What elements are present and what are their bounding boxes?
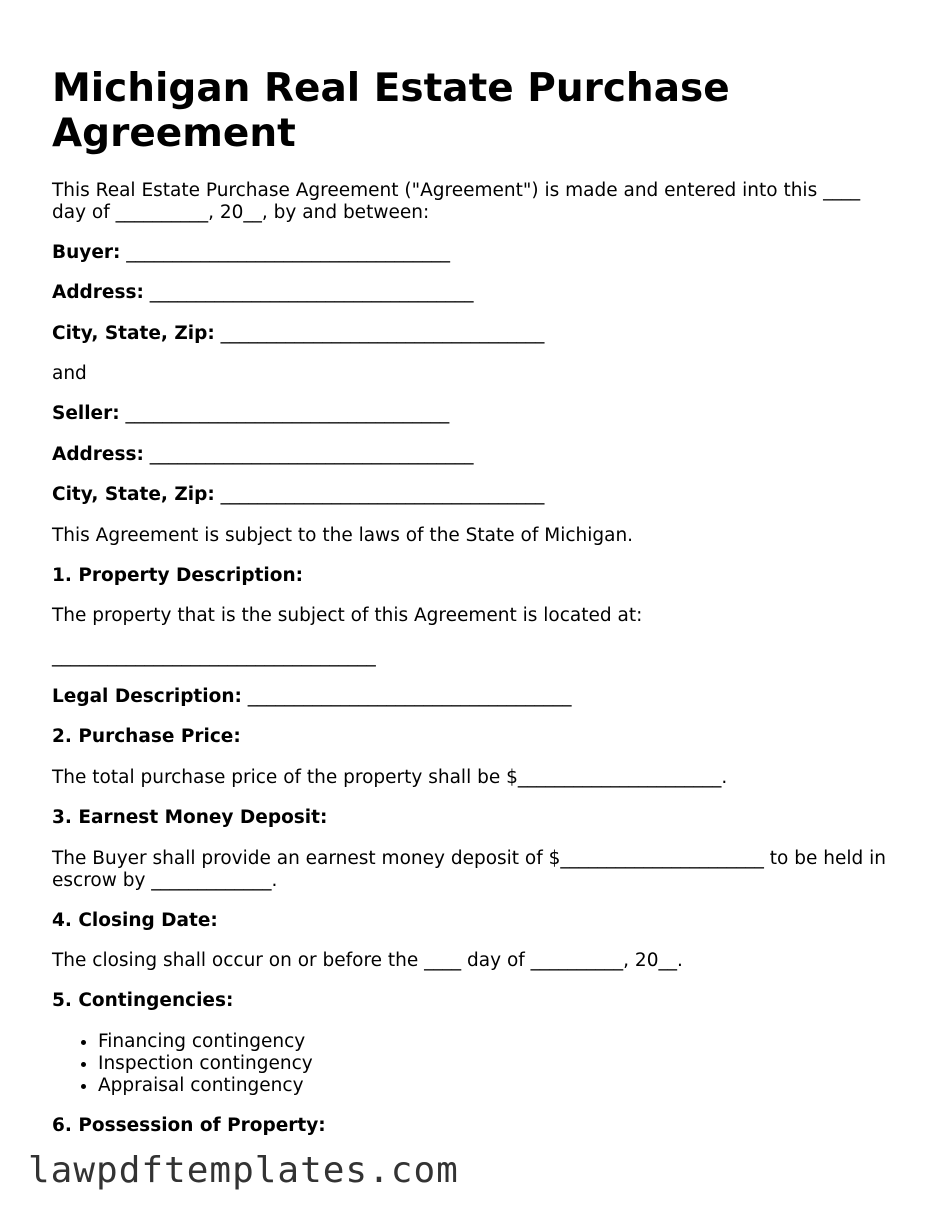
seller-address-line	[52, 444, 892, 466]
section-2-text: The total purchase price of the property shall be $______________________.	[52, 767, 728, 788]
seller-city-line	[52, 484, 892, 506]
legal-description-label: Legal Description:	[52, 686, 242, 707]
buyer-label: Buyer:	[52, 242, 121, 263]
buyer-address-label: Address:	[52, 282, 144, 303]
section-3-text: The Buyer shall provide an earnest money deposit of $______________________ to be held in escrow by _____________.	[52, 848, 892, 891]
property-address-blank: ___________________________________	[52, 646, 376, 667]
section-4-text: The closing shall occur on or before the ____ day of __________, 20__.	[52, 950, 683, 971]
page-title: Michigan Real Estate Purchase Agreement	[52, 66, 730, 156]
contingencies-list	[52, 1031, 313, 1097]
buyer-blank: ___________________________________	[120, 242, 451, 263]
buyer-address-blank: ___________________________________	[143, 282, 474, 303]
section-1-text: The property that is the subject of this Agreement is located at:	[52, 605, 643, 626]
list-item: • Financing contingency	[98, 1031, 313, 1053]
section-2-heading: 2. Purchase Price:	[52, 726, 241, 747]
seller-line	[52, 403, 892, 425]
seller-city-blank: ___________________________________	[214, 484, 545, 505]
seller-blank: ___________________________________	[119, 403, 450, 424]
buyer-city-blank: ___________________________________	[214, 323, 545, 344]
buyer-city-line	[52, 323, 892, 345]
seller-label: Seller:	[52, 403, 120, 424]
seller-city-label: City, State, Zip:	[52, 484, 215, 505]
legal-description-blank: ___________________________________	[241, 686, 572, 707]
intro-paragraph: This Real Estate Purchase Agreement ("Agreement") is made and entered into this ____ day of __________, 20__, by and between:	[52, 180, 866, 223]
watermark-text: lawpdftemplates.com	[28, 1150, 459, 1191]
section-4-heading: 4. Closing Date:	[52, 910, 218, 931]
seller-address-label: Address:	[52, 444, 144, 465]
and-text: and	[52, 363, 87, 384]
section-3-heading: 3. Earnest Money Deposit:	[52, 807, 328, 828]
section-5-heading: 5. Contingencies:	[52, 990, 234, 1011]
legal-description-line	[52, 686, 892, 708]
section-1-heading: 1. Property Description:	[52, 565, 304, 586]
seller-address-blank: ___________________________________	[143, 444, 474, 465]
list-item: • Inspection contingency	[98, 1053, 313, 1075]
buyer-address-line	[52, 282, 892, 304]
buyer-line	[52, 242, 892, 264]
buyer-city-label: City, State, Zip:	[52, 323, 215, 344]
governing-law-text: This Agreement is subject to the laws of the State of Michigan.	[52, 525, 634, 546]
section-6-heading: 6. Possession of Property:	[52, 1115, 326, 1136]
list-item: • Appraisal contingency	[98, 1075, 313, 1097]
